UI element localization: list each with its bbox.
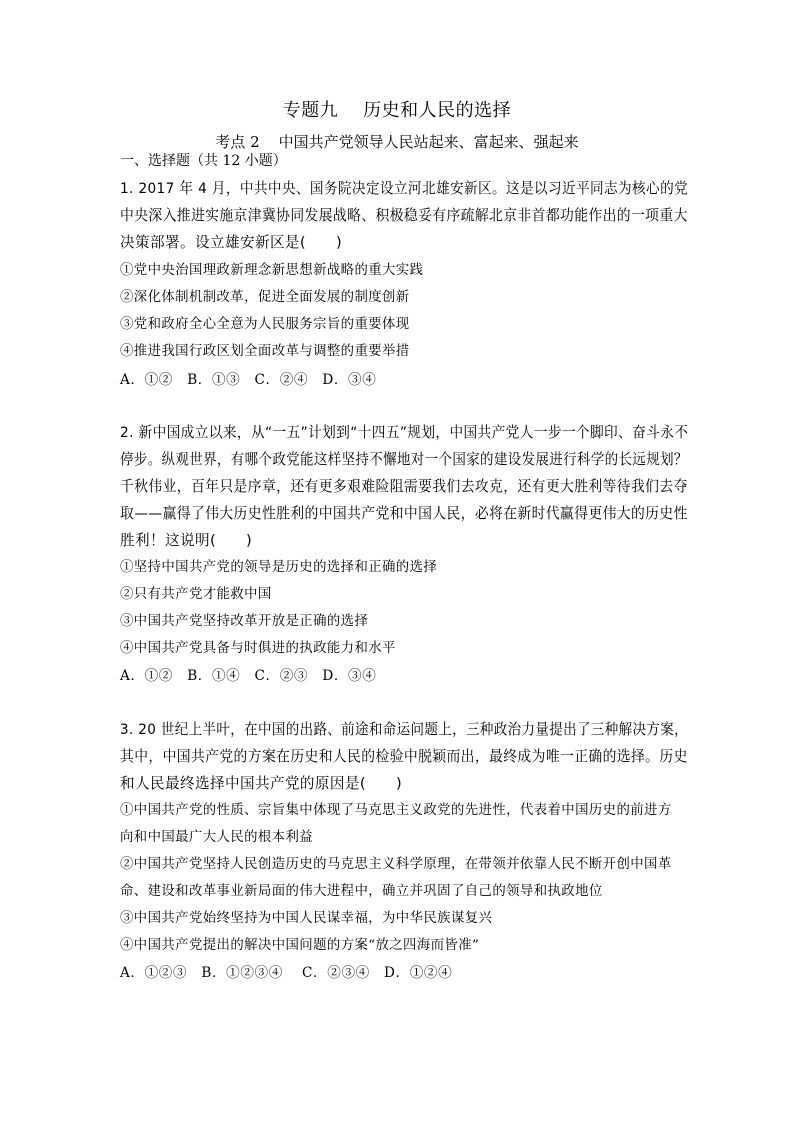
question-stem-line: 3. 20 世纪上半叶，在中国的出路、前途和命运问题上，三种政治力量提出了三种解决方案， (120, 721, 688, 738)
answer-choices: A．①② B．①④ C．②③ D．③④ (120, 668, 377, 684)
question-stem-line: 决策部署。设立雄安新区是( ) (120, 234, 343, 251)
question-option: ③中国共产党始终坚持为中国人民谋幸福，为中华民族谋复兴 (120, 911, 493, 926)
question-option: ③中国共产党坚持改革开放是正确的选择 (120, 614, 369, 629)
question-option: ③党和政府全心全意为人民服务宗旨的重要体现 (120, 317, 410, 332)
question-option: ①中国共产党的性质、宗旨集中体现了马克思主义政党的先进性，代表着中国历史的前进方 (120, 803, 672, 818)
question-option: ④中国共产党提出的解决中国问题的方案“放之四海而皆准” (120, 938, 480, 953)
question-option: 命、建设和改革事业新局面的伟大进程中，确立并巩固了自己的领导和执政地位 (120, 884, 603, 899)
page-title: 专题九 历史和人民的选择 (282, 100, 512, 121)
question-stem-line: 1. 2017 年 4 月，中共中央、国务院决定设立河北雄安新区。这是以习近平同志为核心的党 (120, 180, 689, 197)
question-option: ①坚持中国共产党的领导是历史的选择和正确的选择 (120, 560, 438, 575)
answer-choices: A．①② B．①③ C．②④ D．③④ (120, 372, 377, 388)
section-heading: 一、选择题（共 12 小题） (120, 153, 287, 169)
question-stem-line: 停步。纵观世界，有哪个政党能这样坚持不懈地对一个国家的建设发展进行科学的长远规划？ (120, 451, 688, 468)
question-stem-line: 中央深入推进实施京津冀协同发展战略、积极稳妥有序疏解北京非首都功能作出的一项重大 (120, 207, 688, 224)
question-option: ①党中央治国理政新理念新思想新战略的重大实践 (120, 263, 424, 278)
question-stem-line: 胜利！这说明( ) (120, 532, 253, 549)
question-stem-line: 其中，中国共产党的方案在历史和人民的检验中脱颖而出，最终成为唯一正确的选择。历史 (120, 748, 688, 765)
question-stem-line: 千秋伟业，百年只是序章，还有更多艰难险阻需要我们去攻克，还有更大胜利等待我们去夺 (120, 478, 688, 495)
question-stem-line: 取——赢得了伟大历史性胜利的中国共产党和中国人民，必将在新时代赢得更伟大的历史性 (120, 505, 688, 522)
question-stem-line: 和人民最终选择中国共产党的原因是( ) (120, 775, 403, 792)
question-option: ②中国共产党坚持人民创造历史的马克思主义科学原理，在带领并依靠人民不断开创中国革 (120, 857, 672, 872)
question-option: ②深化体制机制改革，促进全面发展的制度创新 (120, 290, 410, 305)
question-option: ④推进我国行政区划全面改革与调整的重要举措 (120, 344, 410, 359)
page-subtitle: 考点 2 中国共产党领导人民站起来、富起来、强起来 (215, 133, 579, 151)
question-option: 向和中国最广大人民的根本利益 (120, 830, 314, 845)
question-stem-line: 2. 新中国成立以来，从“一五”计划到“十四五”规划，中国共产党人一步一个脚印、奋斗永不 (120, 424, 689, 441)
question-option: ②只有共产党才能救中国 (120, 587, 272, 602)
answer-choices: A．①②③ B．①②③④ C．②③④ D．①②④ (120, 965, 453, 981)
question-option: ④中国共产党具备与时俱进的执政能力和水平 (120, 641, 396, 656)
